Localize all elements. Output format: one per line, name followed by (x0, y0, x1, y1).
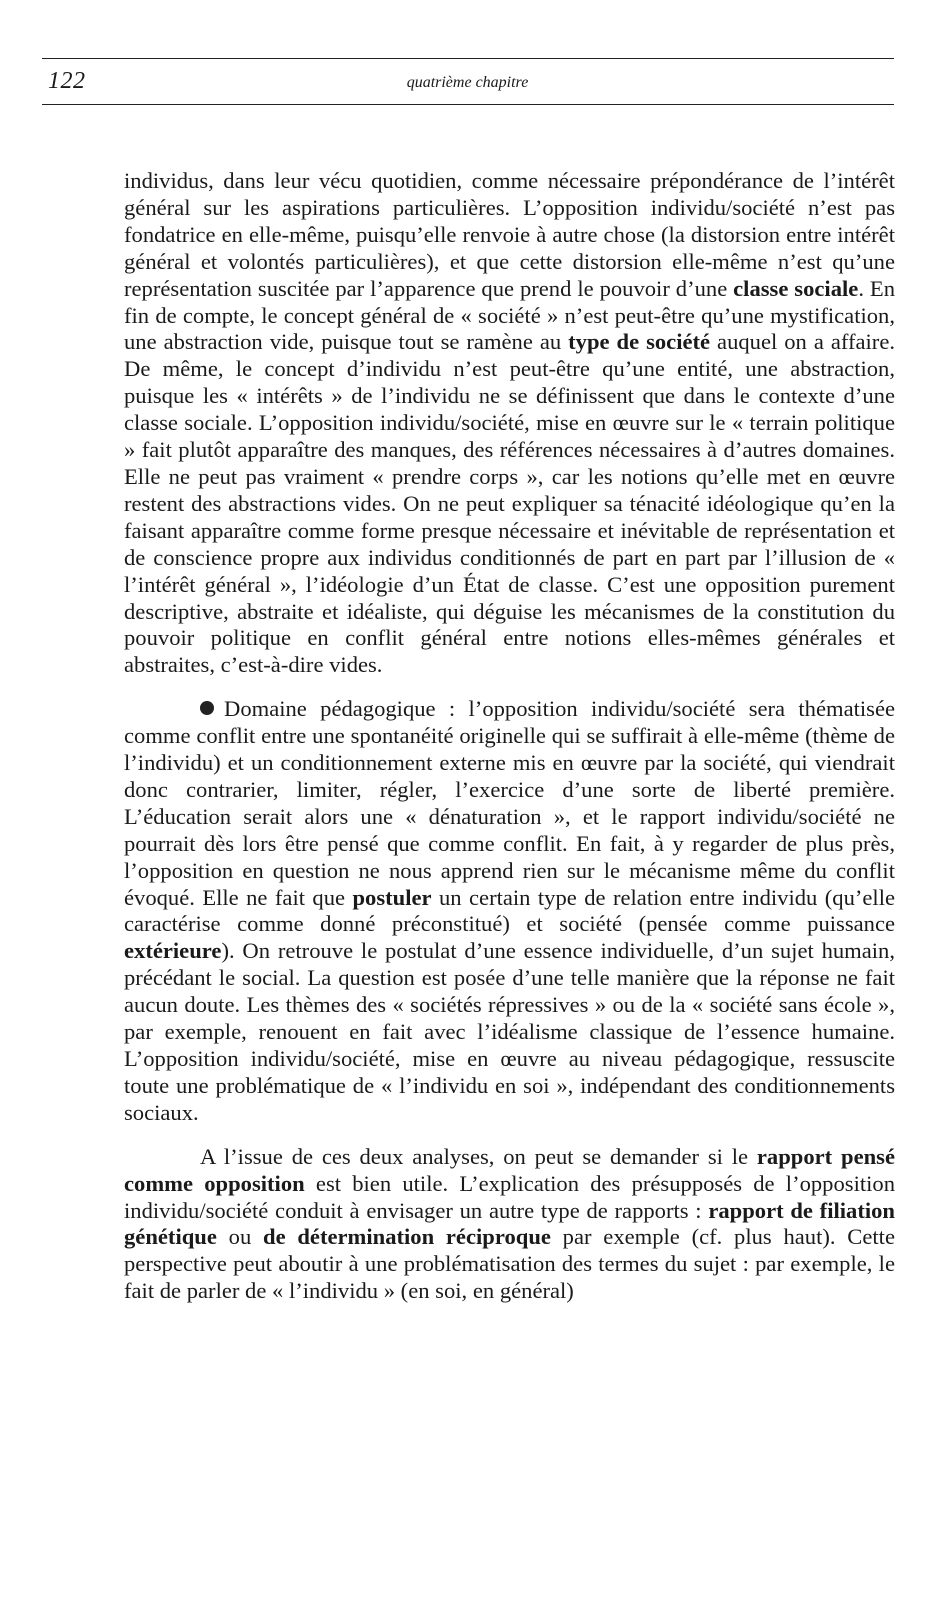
text-run: auquel on a affaire. De même, le concept d’individu n’est peut-être qu’une entité, une abstraction, puisque les « intérêts » de l’individu ne se définissent que dans le contexte d’une classe sociale. L’opposition individu/société, mise en œuvre sur le « terrain politique » fait plutôt apparaître des manques, des références nécessaires à d’autres domaines. Elle ne peut pas vraiment « prendre corps », car les notions qu’elle met en œuvre restent des abstractions vides. On ne peut expliquer sa ténacité idéologique qu’en la faisant apparaître comme forme presque nécessaire et inévitable de représentation et de conscience propre aux individus conditionnés de part en part par l’illusion de « l’intérêt général », l’idéologie d’un État de classe. C’est une opposition purement descriptive, abstraite et idéaliste, qui déguise les mécanismes de la constitution du pouvoir politique en conflit général entre notions elles-mêmes générales et abstraites, c’est-à-dire vides. (124, 329, 895, 678)
text-run: par exemple (cf. plus haut). Cette perspective peut aboutir à une problématisation des termes du sujet : par exemple, le fait de parler de « l’individu » (en soi, en général) (124, 1224, 895, 1304)
bold-term: rapport pensé comme opposition (124, 1143, 895, 1196)
text-run: individus, dans leur vécu quotidien, comme nécessaire prépondérance de l’intérêt général sur les aspirations particulières. L’opposition individu/société n’est pas fondatrice en elle-même, puisqu’elle renvoie à autre chose (la distorsion entre intérêt général et volontés particulières), et que cette distorsion elle-même n’est qu’une représentation suscitée par l’apparence que prend le pouvoir d’une (124, 168, 895, 301)
paragraph-conclusion (124, 1144, 895, 1305)
paragraph-political (124, 168, 895, 679)
text-run: ou (216, 1224, 263, 1250)
body-text (124, 168, 895, 1305)
header-bottom-rule (42, 104, 894, 105)
page-number: 122 (48, 68, 86, 94)
bullet-icon (200, 701, 214, 715)
header-top-rule (42, 58, 894, 59)
text-run: . En fin de compte, le concept général de « société » n’est peut-être qu’une mystification, une abstraction vide, puisque tout se ramène au (124, 275, 895, 355)
bold-term: classe sociale (733, 275, 859, 301)
bold-term: postuler (352, 884, 432, 910)
bold-term: rapport de filiation génétique (124, 1197, 895, 1250)
bold-term: de détermination réciproque (263, 1224, 551, 1250)
bold-term: extérieure (124, 938, 222, 964)
text-run: ). On retrouve le postulat d’une essence individuelle, d’un sujet humain, précédant le social. La question est posée d’une telle manière que la réponse ne fait aucun doute. Les thèmes des « sociétés répressives » ou de la « société sans école », par exemple, renouent en fait avec l’idéalisme classique de l’essence humaine. L’opposition individu/société, mise en œuvre au niveau pédagogique, ressuscite toute une problématique de « l’individu en soi », indépendant des conditionnements sociaux. (124, 938, 895, 1125)
bold-term: type de société (568, 329, 711, 355)
text-run: Domaine pédagogique : l’opposition individu/société sera thématisée comme conflit entre une spontanéité originelle qui se suffirait à elle-même (thème de l’individu) et un conditionnement externe mis en œuvre par la société, qui viendrait donc contrarier, limiter, régler, l’exercice d’une sorte de liberté première. L’éducation serait alors une « dénaturation », et le rapport individu/société ne pourrait dès lors être pensé que comme conflit. En fait, à y regarder de plus près, l’opposition en question ne nous apprend rien sur le mécanisme même du conflit évoqué. Elle ne fait que (124, 696, 895, 910)
running-title: quatrième chapitre (406, 74, 529, 91)
paragraph-pedagogical (124, 696, 895, 1127)
text-run: A l’issue de ces deux analyses, on peut se demander si le (200, 1143, 757, 1169)
text-run: un certain type de relation entre individu (qu’elle caractérise comme donné préconstitué) et société (pensée comme puissance (124, 884, 895, 937)
text-run: est bien utile. L’explication des présupposés de l’opposition individu/société conduit à envisager un autre type de rapports : (124, 1170, 895, 1223)
